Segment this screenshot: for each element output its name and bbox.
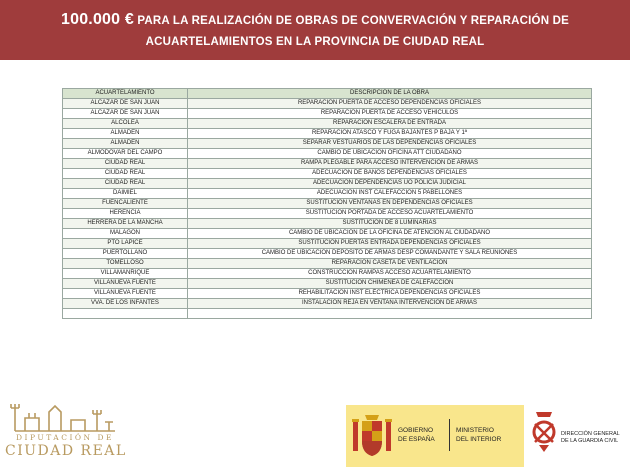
guardia-civil-text: [561, 431, 620, 445]
table-row: [63, 269, 592, 279]
acuartelamiento-cell: DAIMIEL: [63, 189, 188, 199]
descripcion-cell: CAMBIO DE UBICACIÓN DEPÓSITO DE ARMAS DESP COMANDANTE Y SALA REUNIONES: [188, 249, 592, 259]
table-row: [63, 139, 592, 149]
acuartelamiento-cell: VILLANUEVA FUENTE: [63, 279, 188, 289]
descripcion-cell: SUSTITUCIÓN PUERTAS ENTRADA DEPENDENCIAS OFICIALES: [188, 239, 592, 249]
descripcion-cell: REHABILITACIÓN INST ELÉCTRICA DEPENDENCIAS OFICIALES: [188, 289, 592, 299]
ministerio-text: [456, 426, 501, 444]
acuartelamiento-cell: CIUDAD REAL: [63, 169, 188, 179]
acuartelamiento-cell: ALMODOVAR DEL CAMPO: [63, 149, 188, 159]
acuartelamiento-cell: MALAGÓN: [63, 229, 188, 239]
descripcion-cell: SUSTITUCIÓN DE 8 LUMINARIAS: [188, 219, 592, 229]
title-line-1: [0, 9, 630, 32]
acuartelamiento-cell: HERENCIA: [63, 209, 188, 219]
descripcion-cell: CAMBIO DE UBICACIÓN OFICINA ATT CIUDADANO: [188, 149, 592, 159]
table-row: [63, 149, 592, 159]
title-line-2: ACUARTELAMIENTOS EN LA PROVINCIA DE CIUDAD REAL: [145, 36, 485, 48]
title-line-1-text: PARA LA REALIZACIÓN DE OBRAS DE CONVERVACIÓN Y REPARACIÓN DE: [137, 15, 569, 27]
descripcion-cell: INSTALACIÓN REJA EN VENTANA INTERVENCIÓN DE ARMAS: [188, 299, 592, 309]
table-row: [63, 119, 592, 129]
descripcion-cell: REPARACIÓN ATASCO Y FUGA BAJANTES P BAJA Y 1ª: [188, 129, 592, 139]
table-row: [63, 249, 592, 259]
descripcion-cell: REPARACIÓN PUERTA DE ACCESO VEHÍCULOS: [188, 109, 592, 119]
table-row: [63, 299, 592, 309]
descripcion-cell: [188, 309, 592, 319]
table-row: [63, 259, 592, 269]
descripcion-cell: REPARACIÓN ESCALERA DE ENTRADA: [188, 119, 592, 129]
table-row: [63, 219, 592, 229]
table-row: [63, 309, 592, 319]
table-row: [63, 289, 592, 299]
descripcion-cell: SUSTITUCIÓN CHIMENEA DE CALEFACCIÓN: [188, 279, 592, 289]
ministerio-line-2: DEL INTERIOR: [456, 436, 502, 443]
acuartelamiento-cell: ALCOLEA: [63, 119, 188, 129]
acuartelamiento-cell: HERRERA DE LA MANCHA: [63, 219, 188, 229]
gobierno-line-1: GOBIERNO: [398, 427, 434, 434]
table-row: [63, 199, 592, 209]
spain-coat-of-arms-icon: [352, 411, 392, 459]
acuartelamiento-cell: CIUDAD REAL: [63, 179, 188, 189]
acuartelamiento-cell: VILLAMANRIQUE: [63, 269, 188, 279]
descripcion-cell: CONSTRUCCIÓN RAMPAS ACCESO ACUARTELAMIENTO: [188, 269, 592, 279]
gobierno-line-2: DE ESPAÑA: [398, 436, 435, 443]
descripcion-cell: SUSTITUCIÓN PORTADA DE ACCESO ACUARTELAMIENTO: [188, 209, 592, 219]
government-logo-strip: [346, 405, 626, 467]
table-row: [63, 239, 592, 249]
table-header-row: [63, 89, 592, 99]
descripcion-cell: ADECUACIÓN DE BAÑOS DEPENDENCIAS OFICIALES: [188, 169, 592, 179]
diputacion-name-line-1: DIPUTACIÓN DE: [15, 433, 114, 442]
diputacion-name-line-2: CIUDAD REAL: [5, 443, 127, 459]
descripcion-cell: ADECUACIÓN DEPENDENCIAS UO POLICIA JUDICIAL: [188, 179, 592, 189]
ministerio-line-1: MINISTERIO: [456, 427, 494, 434]
acuartelamiento-cell: PUERTOLLANO: [63, 249, 188, 259]
diputacion-logo: [5, 398, 125, 468]
acuartelamiento-cell: TOMELLOSO: [63, 259, 188, 269]
table-row: [63, 159, 592, 169]
table-row: [63, 99, 592, 109]
acuartelamiento-cell: ALCAZAR DE SAN JUAN: [63, 99, 188, 109]
acuartelamiento-cell: FUENCALIENTE: [63, 199, 188, 209]
table-row: [63, 179, 592, 189]
gobierno-text: [398, 426, 435, 444]
acuartelamiento-cell: ALCAZAR DE SAN JUAN: [63, 109, 188, 119]
acuartelamiento-cell: CIUDAD REAL: [63, 159, 188, 169]
descripcion-cell: REPARACIÓN PUERTA DE ACCESO DEPENDENCIAS OFICIALES: [188, 99, 592, 109]
logo-separator: [449, 419, 450, 451]
descripcion-cell: SUSTITUCIÓN VENTANAS EN DEPENDENCIAS OFICIALES: [188, 199, 592, 209]
table-row: [63, 229, 592, 239]
table-row: [63, 129, 592, 139]
table-body: [63, 99, 592, 319]
table-row: [63, 169, 592, 179]
guardia-line-1: DIRECCIÓN GENERAL: [561, 431, 620, 437]
title-amount: 100.000 €: [61, 11, 134, 28]
acuartelamiento-cell: [63, 309, 188, 319]
descripcion-cell: CAMBIO DE UBICACIÓN DE LA OFICINA DE ATENCIÓN AL CIUDADANO: [188, 229, 592, 239]
table-row: [63, 279, 592, 289]
acuartelamiento-cell: ALMADEN: [63, 139, 188, 149]
descripcion-cell: REPARACIÓN CASETA DE VENTILACIÓN: [188, 259, 592, 269]
acuartelamiento-cell: VILLANUEVA FUENTE: [63, 289, 188, 299]
descripcion-cell: SEPARAR VESTUARIOS DE LAS DEPENDENCIAS OFICIALES: [188, 139, 592, 149]
header-descripcion: DESCRIPCIÓN DE LA OBRA: [188, 89, 592, 99]
castle-icon: [5, 398, 125, 434]
guardia-civil-emblem-icon: [530, 408, 558, 464]
acuartelamiento-cell: PTO LAPICE: [63, 239, 188, 249]
title-banner: [0, 0, 630, 60]
guardia-line-2: DE LA GUARDIA CIVIL: [561, 438, 619, 444]
header-acuartelamiento: ACUARTELAMIENTO: [63, 89, 188, 99]
descripcion-cell: RAMPA PLEGABLE PARA ACCESO INTERVENCIÓN DE ARMAS: [188, 159, 592, 169]
table-row: [63, 209, 592, 219]
acuartelamiento-cell: VVA. DE LOS INFANTES: [63, 299, 188, 309]
acuartelamiento-cell: ALMADEN: [63, 129, 188, 139]
table-row: [63, 189, 592, 199]
table-row: [63, 109, 592, 119]
works-table: [62, 88, 592, 319]
descripcion-cell: ADECUACIÓN INST CALEFACCIÓN 5 PABELLONES: [188, 189, 592, 199]
